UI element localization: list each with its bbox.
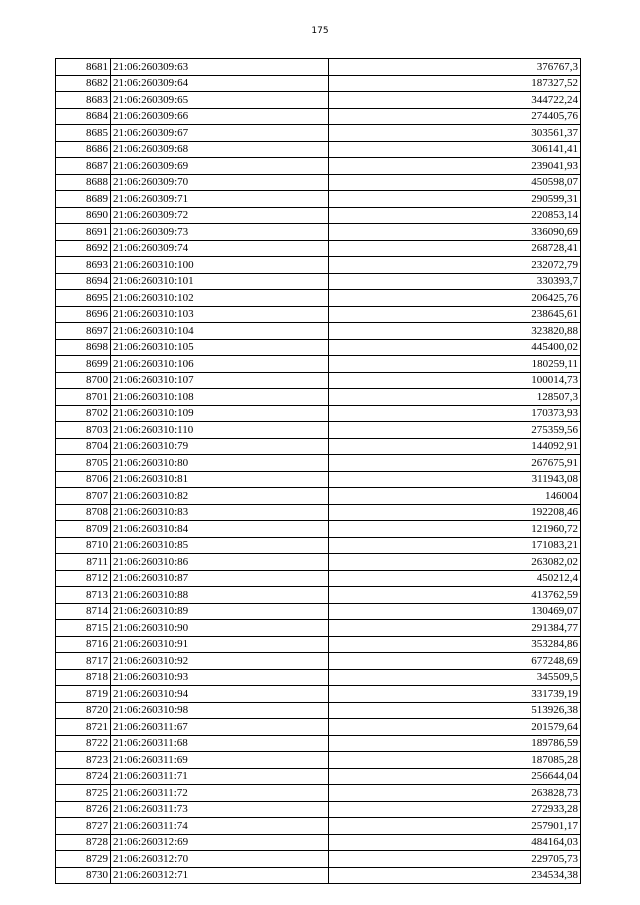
- table-row: [56, 191, 581, 208]
- row-number-cell: 8682: [56, 75, 111, 92]
- row-number-cell: 8703: [56, 422, 111, 439]
- page-number: 175: [311, 26, 329, 36]
- value-cell: 353284,86: [329, 636, 581, 653]
- row-number-cell: 8694: [56, 273, 111, 290]
- value-cell: 290599,31: [329, 191, 581, 208]
- table-row: [56, 224, 581, 241]
- value-cell: 445400,02: [329, 339, 581, 356]
- row-number-cell: 8710: [56, 537, 111, 554]
- table-row: [56, 273, 581, 290]
- cadastral-number-cell: 21:06:260310:89: [111, 603, 329, 620]
- row-number-cell: 8720: [56, 702, 111, 719]
- table-body: [56, 59, 581, 884]
- row-number-cell: 8728: [56, 834, 111, 851]
- table-row: [56, 306, 581, 323]
- row-number-cell: 8727: [56, 818, 111, 835]
- cadastral-number-cell: 21:06:260310:84: [111, 521, 329, 538]
- row-number-cell: 8695: [56, 290, 111, 307]
- cadastral-number-cell: 21:06:260312:69: [111, 834, 329, 851]
- table-row: [56, 636, 581, 653]
- value-cell: 171083,21: [329, 537, 581, 554]
- row-number-cell: 8717: [56, 653, 111, 670]
- table-row: [56, 669, 581, 686]
- cadastral-number-cell: 21:06:260310:109: [111, 405, 329, 422]
- row-number-cell: 8716: [56, 636, 111, 653]
- value-cell: 130469,07: [329, 603, 581, 620]
- cadastral-number-cell: 21:06:260310:102: [111, 290, 329, 307]
- cadastral-number-cell: 21:06:260309:65: [111, 92, 329, 109]
- cadastral-number-cell: 21:06:260311:71: [111, 768, 329, 785]
- table-row: [56, 686, 581, 703]
- table-row: [56, 768, 581, 785]
- table-row: [56, 851, 581, 868]
- table-row: [56, 471, 581, 488]
- value-cell: 189786,59: [329, 735, 581, 752]
- cadastral-number-cell: 21:06:260312:71: [111, 867, 329, 884]
- cadastral-number-cell: 21:06:260309:71: [111, 191, 329, 208]
- value-cell: 311943,08: [329, 471, 581, 488]
- table-row: [56, 834, 581, 851]
- row-number-cell: 8715: [56, 620, 111, 637]
- table-row: [56, 339, 581, 356]
- row-number-cell: 8729: [56, 851, 111, 868]
- table-row: [56, 141, 581, 158]
- cadastral-number-cell: 21:06:260310:100: [111, 257, 329, 274]
- value-cell: 263082,02: [329, 554, 581, 571]
- value-cell: 331739,19: [329, 686, 581, 703]
- table-row: [56, 620, 581, 637]
- row-number-cell: 8730: [56, 867, 111, 884]
- table-row: [56, 867, 581, 884]
- cadastral-number-cell: 21:06:260310:93: [111, 669, 329, 686]
- table-row: [56, 422, 581, 439]
- row-number-cell: 8712: [56, 570, 111, 587]
- value-cell: 144092,91: [329, 438, 581, 455]
- value-cell: 257901,17: [329, 818, 581, 835]
- cadastral-number-cell: 21:06:260310:79: [111, 438, 329, 455]
- row-number-cell: 8692: [56, 240, 111, 257]
- row-number-cell: 8702: [56, 405, 111, 422]
- table-row: [56, 372, 581, 389]
- value-cell: 238645,61: [329, 306, 581, 323]
- value-cell: 146004: [329, 488, 581, 505]
- cadastral-number-cell: 21:06:260309:69: [111, 158, 329, 175]
- cadastral-number-cell: 21:06:260309:74: [111, 240, 329, 257]
- cadastral-number-cell: 21:06:260310:88: [111, 587, 329, 604]
- cadastral-number-cell: 21:06:260310:91: [111, 636, 329, 653]
- cadastral-value-table: [55, 58, 581, 884]
- row-number-cell: 8721: [56, 719, 111, 736]
- row-number-cell: 8689: [56, 191, 111, 208]
- value-cell: 201579,64: [329, 719, 581, 736]
- row-number-cell: 8722: [56, 735, 111, 752]
- cadastral-number-cell: 21:06:260310:94: [111, 686, 329, 703]
- value-cell: 232072,79: [329, 257, 581, 274]
- cadastral-number-cell: 21:06:260310:81: [111, 471, 329, 488]
- row-number-cell: 8705: [56, 455, 111, 472]
- value-cell: 323820,88: [329, 323, 581, 340]
- table-row: [56, 587, 581, 604]
- cadastral-number-cell: 21:06:260310:80: [111, 455, 329, 472]
- row-number-cell: 8697: [56, 323, 111, 340]
- table-row: [56, 554, 581, 571]
- row-number-cell: 8723: [56, 752, 111, 769]
- cadastral-number-cell: 21:06:260310:87: [111, 570, 329, 587]
- cadastral-number-cell: 21:06:260310:90: [111, 620, 329, 637]
- table-row: [56, 108, 581, 125]
- value-cell: 376767,3: [329, 59, 581, 76]
- table-row: [56, 801, 581, 818]
- value-cell: 128507,3: [329, 389, 581, 406]
- value-cell: 274405,76: [329, 108, 581, 125]
- value-cell: 330393,7: [329, 273, 581, 290]
- row-number-cell: 8698: [56, 339, 111, 356]
- table-row: [56, 570, 581, 587]
- table-row: [56, 438, 581, 455]
- row-number-cell: 8700: [56, 372, 111, 389]
- cadastral-number-cell: 21:06:260310:82: [111, 488, 329, 505]
- table-row: [56, 174, 581, 191]
- table-row: [56, 356, 581, 373]
- value-cell: 100014,73: [329, 372, 581, 389]
- value-cell: 345509,5: [329, 669, 581, 686]
- table-row: [56, 240, 581, 257]
- cadastral-number-cell: 21:06:260309:67: [111, 125, 329, 142]
- table-row: [56, 290, 581, 307]
- row-number-cell: 8691: [56, 224, 111, 241]
- table-row: [56, 653, 581, 670]
- cadastral-number-cell: 21:06:260310:86: [111, 554, 329, 571]
- table-row: [56, 752, 581, 769]
- cadastral-number-cell: 21:06:260310:103: [111, 306, 329, 323]
- row-number-cell: 8714: [56, 603, 111, 620]
- cadastral-number-cell: 21:06:260310:83: [111, 504, 329, 521]
- table-row: [56, 389, 581, 406]
- cadastral-number-cell: 21:06:260310:110: [111, 422, 329, 439]
- value-cell: 220853,14: [329, 207, 581, 224]
- value-cell: 306141,41: [329, 141, 581, 158]
- row-number-cell: 8685: [56, 125, 111, 142]
- cadastral-number-cell: 21:06:260310:107: [111, 372, 329, 389]
- row-number-cell: 8718: [56, 669, 111, 686]
- row-number-cell: 8687: [56, 158, 111, 175]
- value-cell: 192208,46: [329, 504, 581, 521]
- value-cell: 206425,76: [329, 290, 581, 307]
- cadastral-number-cell: 21:06:260310:92: [111, 653, 329, 670]
- table-row: [56, 521, 581, 538]
- cadastral-number-cell: 21:06:260309:63: [111, 59, 329, 76]
- cadastral-number-cell: 21:06:260309:66: [111, 108, 329, 125]
- row-number-cell: 8683: [56, 92, 111, 109]
- row-number-cell: 8684: [56, 108, 111, 125]
- table-row: [56, 158, 581, 175]
- table-row: [56, 735, 581, 752]
- row-number-cell: 8693: [56, 257, 111, 274]
- value-cell: 272933,28: [329, 801, 581, 818]
- cadastral-number-cell: 21:06:260311:68: [111, 735, 329, 752]
- table-row: [56, 257, 581, 274]
- row-number-cell: 8699: [56, 356, 111, 373]
- value-cell: 121960,72: [329, 521, 581, 538]
- value-cell: 303561,37: [329, 125, 581, 142]
- value-cell: 267675,91: [329, 455, 581, 472]
- value-cell: 170373,93: [329, 405, 581, 422]
- row-number-cell: 8701: [56, 389, 111, 406]
- table-row: [56, 785, 581, 802]
- value-cell: 234534,38: [329, 867, 581, 884]
- row-number-cell: 8719: [56, 686, 111, 703]
- row-number-cell: 8725: [56, 785, 111, 802]
- cadastral-number-cell: 21:06:260309:64: [111, 75, 329, 92]
- value-cell: 229705,73: [329, 851, 581, 868]
- table-row: [56, 488, 581, 505]
- cadastral-number-cell: 21:06:260310:108: [111, 389, 329, 406]
- table-row: [56, 455, 581, 472]
- value-cell: 513926,38: [329, 702, 581, 719]
- cadastral-number-cell: 21:06:260309:73: [111, 224, 329, 241]
- cadastral-number-cell: 21:06:260310:101: [111, 273, 329, 290]
- table-row: [56, 818, 581, 835]
- cadastral-number-cell: 21:06:260309:68: [111, 141, 329, 158]
- row-number-cell: 8681: [56, 59, 111, 76]
- value-cell: 263828,73: [329, 785, 581, 802]
- cadastral-number-cell: 21:06:260310:85: [111, 537, 329, 554]
- row-number-cell: 8711: [56, 554, 111, 571]
- cadastral-number-cell: 21:06:260311:73: [111, 801, 329, 818]
- cadastral-number-cell: 21:06:260310:106: [111, 356, 329, 373]
- cadastral-number-cell: 21:06:260311:72: [111, 785, 329, 802]
- table-row: [56, 719, 581, 736]
- table-row: [56, 603, 581, 620]
- value-cell: 484164,03: [329, 834, 581, 851]
- table-row: [56, 702, 581, 719]
- cadastral-number-cell: 21:06:260311:69: [111, 752, 329, 769]
- table-row: [56, 323, 581, 340]
- value-cell: 187085,28: [329, 752, 581, 769]
- row-number-cell: 8724: [56, 768, 111, 785]
- cadastral-number-cell: 21:06:260311:67: [111, 719, 329, 736]
- value-cell: 450598,07: [329, 174, 581, 191]
- table-row: [56, 75, 581, 92]
- cadastral-number-cell: 21:06:260309:70: [111, 174, 329, 191]
- row-number-cell: 8696: [56, 306, 111, 323]
- table-row: [56, 405, 581, 422]
- table-row: [56, 92, 581, 109]
- row-number-cell: 8704: [56, 438, 111, 455]
- value-cell: 344722,24: [329, 92, 581, 109]
- value-cell: 268728,41: [329, 240, 581, 257]
- row-number-cell: 8726: [56, 801, 111, 818]
- value-cell: 450212,4: [329, 570, 581, 587]
- value-cell: 413762,59: [329, 587, 581, 604]
- value-cell: 239041,93: [329, 158, 581, 175]
- value-cell: 180259,11: [329, 356, 581, 373]
- row-number-cell: 8690: [56, 207, 111, 224]
- row-number-cell: 8708: [56, 504, 111, 521]
- row-number-cell: 8706: [56, 471, 111, 488]
- table-row: [56, 537, 581, 554]
- value-cell: 275359,56: [329, 422, 581, 439]
- cadastral-number-cell: 21:06:260310:104: [111, 323, 329, 340]
- table-row: [56, 59, 581, 76]
- table-row: [56, 207, 581, 224]
- value-cell: 291384,77: [329, 620, 581, 637]
- table-row: [56, 504, 581, 521]
- row-number-cell: 8713: [56, 587, 111, 604]
- cadastral-number-cell: 21:06:260310:105: [111, 339, 329, 356]
- row-number-cell: 8688: [56, 174, 111, 191]
- value-cell: 187327,52: [329, 75, 581, 92]
- value-cell: 677248,69: [329, 653, 581, 670]
- row-number-cell: 8686: [56, 141, 111, 158]
- value-cell: 336090,69: [329, 224, 581, 241]
- value-cell: 256644,04: [329, 768, 581, 785]
- row-number-cell: 8709: [56, 521, 111, 538]
- table-row: [56, 125, 581, 142]
- cadastral-number-cell: 21:06:260310:98: [111, 702, 329, 719]
- cadastral-number-cell: 21:06:260311:74: [111, 818, 329, 835]
- row-number-cell: 8707: [56, 488, 111, 505]
- cadastral-number-cell: 21:06:260312:70: [111, 851, 329, 868]
- cadastral-number-cell: 21:06:260309:72: [111, 207, 329, 224]
